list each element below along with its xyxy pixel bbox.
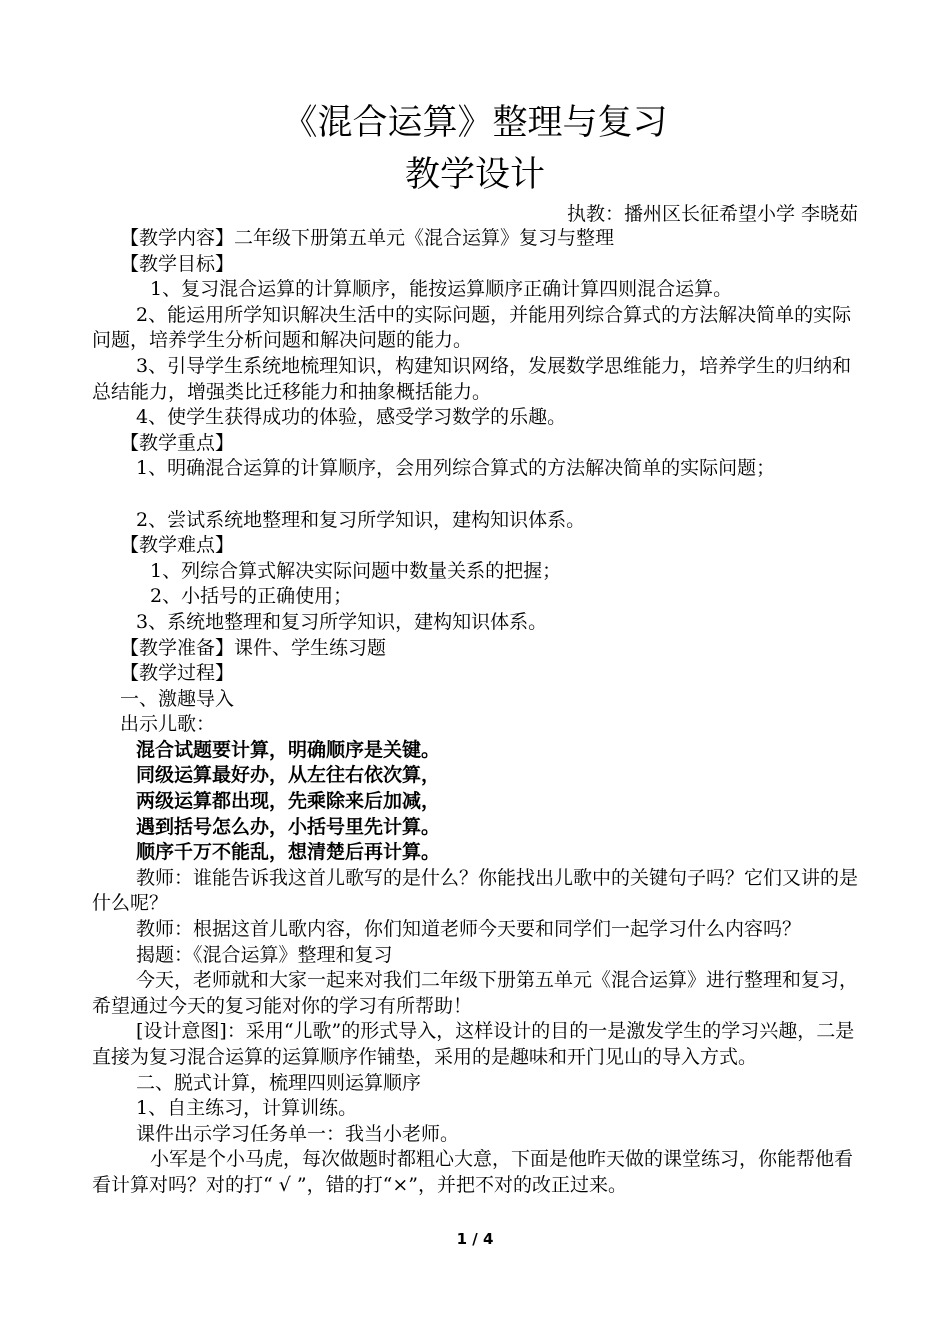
song-line: 同级运算最好办，从左往右依次算，	[136, 764, 441, 787]
teacher-question: 教师：谁能告诉我这首儿歌写的是什么？你能找出儿歌中的关键句子吗？它们又讲的是什么呢？	[92, 866, 859, 915]
page-number: 1 / 4	[456, 1230, 494, 1248]
design-intent: [设计意图]：采用“儿歌”的形式导入，这样设计的目的一是激发学生的学习兴趣，二是直接为复习混合运算的运算顺序作铺垫，采用的是趣味和开门见山的导入方式。	[92, 1020, 855, 1068]
difficulty-item: 1、列综合算式解决实际问题中数量关系的把握；	[150, 559, 562, 582]
section-heading: 一、激趣导入	[120, 687, 235, 710]
preparation: 【教学准备】课件、学生练习题	[120, 636, 387, 659]
document-subtitle: 教学设计	[404, 155, 545, 195]
goal-item: 4、使学生获得成功的体验，感受学习数学的乐趣。	[136, 406, 567, 429]
story-paragraph: 小军是个小马虎，每次做题时都粗心大意，下面是他昨天做的课堂练习，你能帮他看看计算对吗？对的打“ √ ”，错的打“×”，并把不对的改正过来。	[92, 1148, 854, 1196]
process-heading: 【教学过程】	[120, 662, 235, 685]
song-line: 遇到括号怎么办，小括号里先计算。	[136, 815, 441, 838]
show-song: 出示儿歌：	[120, 713, 216, 736]
difficulty-item: 3、系统地整理和复习所学知识，建构知识体系。	[136, 610, 548, 633]
key-item: 2、尝试系统地整理和复习所学知识，建构知识体系。	[136, 508, 586, 531]
sub-heading: 1、自主练习，计算训练。	[136, 1097, 358, 1120]
document-body	[92, 226, 862, 1199]
author-line: 执教：播州区长征希望小学 李晓茹	[566, 203, 858, 225]
document-title: 《混合运算》整理与复习	[282, 103, 668, 143]
teaching-content: 【教学内容】二年级下册第五单元《混合运算》复习与整理	[120, 227, 615, 249]
key-item: 1、明确混合运算的计算顺序，会用列综合算式的方法解决简单的实际问题；	[136, 457, 776, 480]
goal-item: 1、复习混合运算的计算顺序，能按运算顺序正确计算四则混合运算。	[150, 278, 733, 301]
song-line: 顺序千万不能乱，想清楚后再计算。	[136, 841, 441, 864]
difficulty-heading: 【教学难点】	[120, 534, 235, 557]
goals-heading: 【教学目标】	[120, 252, 235, 275]
song-line: 两级运算都出现，先乘除来后加减，	[136, 790, 441, 813]
teacher-question: 教师：根据这首儿歌内容，你们知道老师今天要和同学们一起学习什么内容吗？	[136, 918, 802, 941]
difficulty-item: 2、小括号的正确使用；	[150, 585, 353, 608]
goal-item: 2、能运用所学知识解决生活中的实际问题，并能用列综合算式的方法解决简单的实际问题，培养学生分析问题和解决问题的能力。	[92, 303, 852, 352]
section-heading: 二、脱式计算，梳理四则运算顺序	[136, 1071, 422, 1094]
task-line: 课件出示学习任务单一：我当小老师。	[136, 1122, 460, 1145]
key-heading: 【教学重点】	[120, 431, 235, 454]
intro-paragraph: 今天，老师就和大家一起来对我们二年级下册第五单元《混合运算》进行整理和复习，希望通过今天的复习能对你的学习有所帮助！	[92, 969, 859, 1017]
reveal-topic: 揭题：《混合运算》整理和复习	[136, 943, 393, 966]
goal-item: 3、引导学生系统地梳理知识，构建知识网络，发展数学思维能力，培养学生的归纳和总结能力，增强类比迁移能力和抽象概括能力。	[92, 354, 852, 403]
song-line: 混合试题要计算，明确顺序是关键。	[136, 738, 441, 761]
blank-line	[92, 482, 862, 508]
